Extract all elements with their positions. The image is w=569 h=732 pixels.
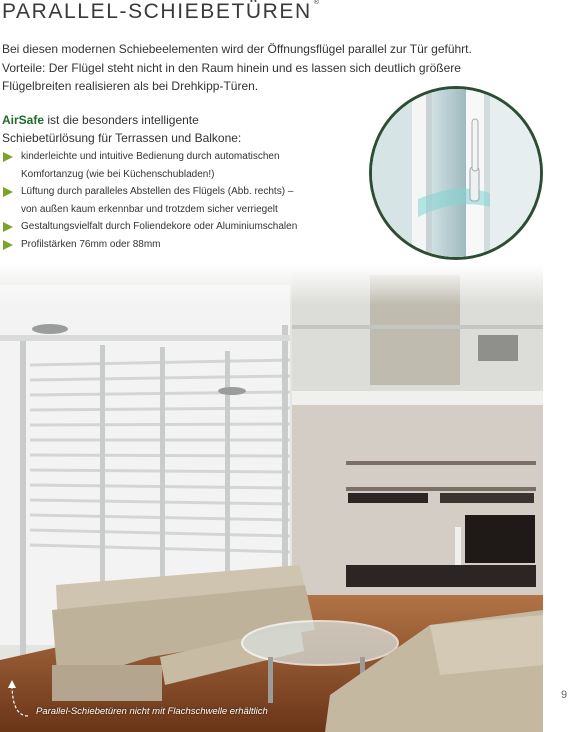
intro-line-3: Flügelbreiten realisieren als bei Drehkipp-Türen.: [2, 79, 259, 93]
feature-intro: [2, 111, 362, 147]
window-handle-illustration: [372, 89, 540, 257]
list-item-text: Gestaltungsvielfalt durch Foliendekore oder Aluminiumschalen: [21, 221, 298, 232]
bullet-arrow-icon: [3, 187, 13, 197]
feature-list: [2, 148, 362, 253]
list-item: [2, 236, 362, 254]
list-item: [2, 148, 362, 166]
bullet-arrow-icon: [3, 240, 13, 250]
curved-arrow-icon: [8, 676, 34, 720]
list-item-text: Profilstärken 76mm oder 88mm: [21, 238, 161, 250]
page-title-text: PARALLEL-SCHIEBETÜREN: [2, 0, 312, 23]
list-item-text: Lüftung durch paralleles Abstellen des Flügels (Abb. rechts) –: [21, 186, 294, 197]
list-item: [2, 183, 362, 201]
list-item-text: kinderleichte und intuitive Bedienung durch automatischen: [21, 151, 280, 162]
interior-photo: [0, 265, 543, 732]
list-item: [2, 218, 362, 236]
intro-line-1: Bei diesen modernen Schiebeelementen wird der Öffnungsflügel parallel zur Tür geführt.: [2, 42, 472, 56]
photo-caption: Parallel-Schiebetüren nicht mit Flachschwelle erhältlich: [36, 706, 268, 717]
page-title: [2, 0, 319, 24]
list-item: [2, 166, 362, 184]
feature-line-2: Schiebetürlösung für Terrassen und Balkone:: [2, 131, 242, 145]
page-number: 9: [561, 689, 568, 701]
intro-line-2: Vorteile: Der Flügel steht nicht in den Raum hinein und es lassen sich deutlich größere: [2, 60, 461, 75]
bullet-arrow-icon: [3, 152, 13, 162]
bullet-arrow-icon: [3, 222, 13, 232]
window-detail-photo: [369, 86, 543, 260]
living-room-illustration: [0, 265, 543, 732]
list-item: [2, 201, 362, 219]
feature-line-1-text: ist die besonders intelligente: [44, 113, 199, 127]
list-item-text: von außen kaum erkennbar und trotzdem sicher verriegelt: [21, 203, 278, 215]
brand-name: AirSafe: [2, 113, 45, 127]
list-item-text: Komfortanzug (wie bei Küchenschubladen!): [21, 168, 215, 180]
registered-mark: ®: [313, 0, 319, 6]
feature-line-1: [2, 111, 362, 129]
